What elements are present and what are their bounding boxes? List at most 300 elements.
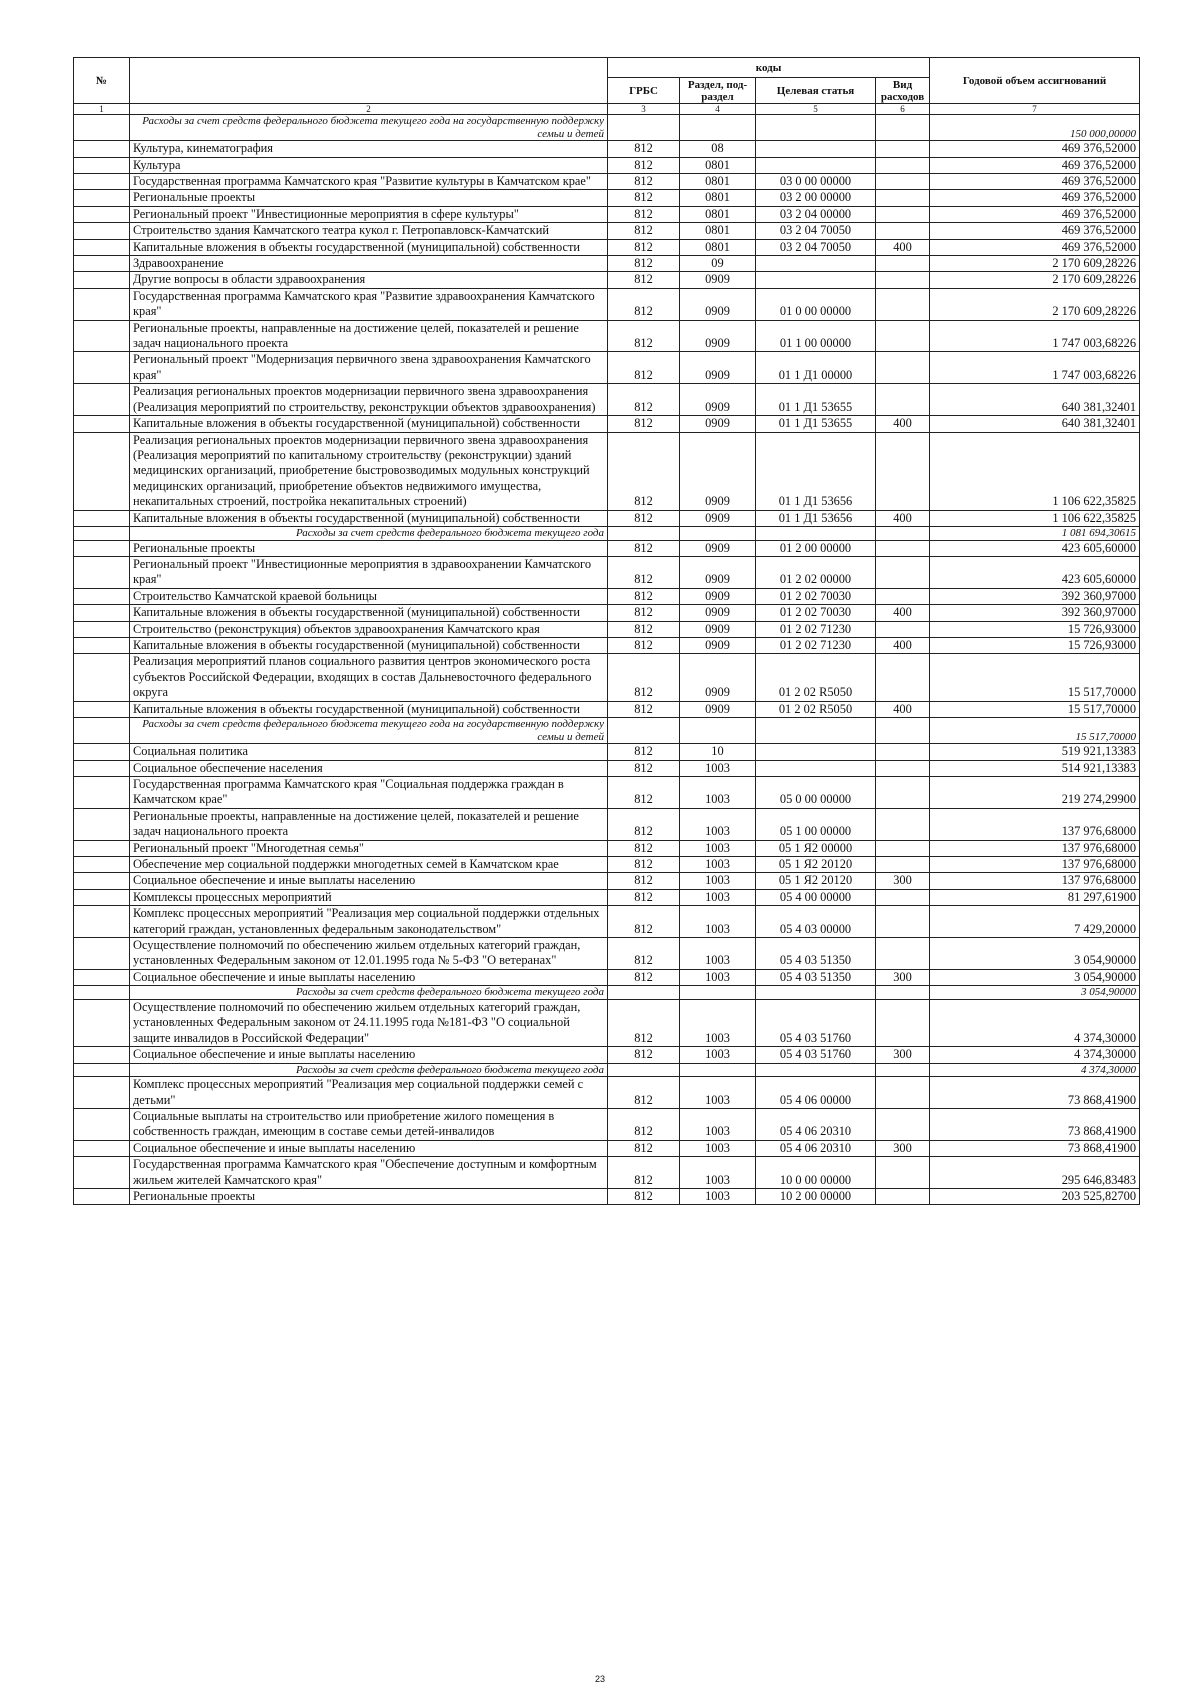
- row-grbs: 812: [608, 654, 680, 701]
- row-tsel: 05 4 03 51350: [756, 938, 876, 970]
- row-grbs: 812: [608, 906, 680, 938]
- row-vid: 300: [876, 1140, 930, 1156]
- row-razdel: 1003: [680, 857, 756, 873]
- row-tsel: 01 1 Д1 53655: [756, 384, 876, 416]
- row-number: [74, 873, 130, 889]
- row-grbs: 812: [608, 857, 680, 873]
- header-grbs: ГРБС: [608, 78, 680, 104]
- row-vid: [876, 352, 930, 384]
- row-razdel: 1003: [680, 1077, 756, 1109]
- row-name: Региональные проекты: [130, 1188, 608, 1204]
- row-tsel: [756, 526, 876, 540]
- row-vid: [876, 938, 930, 970]
- row-razdel: 0909: [680, 654, 756, 701]
- row-grbs: 812: [608, 384, 680, 416]
- row-grbs: 812: [608, 320, 680, 352]
- row-sum: 469 376,52000: [930, 206, 1140, 222]
- row-grbs: 812: [608, 174, 680, 190]
- row-name: Расходы за счет средств федерального бюджета текущего года: [130, 986, 608, 1000]
- row-number: [74, 1063, 130, 1077]
- table-row: [74, 938, 1140, 970]
- row-tsel: 01 2 02 71230: [756, 621, 876, 637]
- row-vid: [876, 621, 930, 637]
- row-number: [74, 1047, 130, 1063]
- row-grbs: 812: [608, 288, 680, 320]
- table-row: [74, 141, 1140, 157]
- col-number: 5: [756, 104, 876, 115]
- row-number: [74, 637, 130, 653]
- row-vid: [876, 432, 930, 510]
- row-sum: 137 976,68000: [930, 857, 1140, 873]
- header-razdel: Раздел, под-раздел: [680, 78, 756, 104]
- row-grbs: [608, 1063, 680, 1077]
- table-row: [74, 999, 1140, 1046]
- row-name: Региональный проект "Инвестиционные мероприятия в сфере культуры": [130, 206, 608, 222]
- row-razdel: 1003: [680, 873, 756, 889]
- table-row: [74, 986, 1140, 1000]
- table-row: [74, 190, 1140, 206]
- row-grbs: 812: [608, 999, 680, 1046]
- row-vid: [876, 540, 930, 556]
- row-razdel: 0909: [680, 621, 756, 637]
- row-grbs: 812: [608, 239, 680, 255]
- row-sum: 15 726,93000: [930, 621, 1140, 637]
- row-number: [74, 239, 130, 255]
- row-sum: 15 517,70000: [930, 718, 1140, 744]
- row-vid: [876, 256, 930, 272]
- row-vid: [876, 1188, 930, 1204]
- col-number: 3: [608, 104, 680, 115]
- row-number: [74, 777, 130, 809]
- row-tsel: [756, 141, 876, 157]
- row-razdel: 0909: [680, 288, 756, 320]
- row-number: [74, 115, 130, 141]
- row-grbs: [608, 718, 680, 744]
- row-sum: 3 054,90000: [930, 986, 1140, 1000]
- row-razdel: 0909: [680, 588, 756, 604]
- row-tsel: 05 4 06 20310: [756, 1140, 876, 1156]
- row-tsel: 01 2 02 R5050: [756, 701, 876, 717]
- row-sum: 73 868,41900: [930, 1077, 1140, 1109]
- row-sum: 519 921,13383: [930, 744, 1140, 760]
- row-number: [74, 857, 130, 873]
- row-tsel: 10 2 00 00000: [756, 1188, 876, 1204]
- row-name: Социальное обеспечение и иные выплаты населению: [130, 873, 608, 889]
- column-number-row: [74, 104, 1140, 115]
- row-grbs: 812: [608, 777, 680, 809]
- table-row: [74, 352, 1140, 384]
- row-tsel: [756, 986, 876, 1000]
- row-vid: [876, 174, 930, 190]
- row-name: Региональные проекты, направленные на достижение целей, показателей и решение задач национального проекта: [130, 320, 608, 352]
- row-sum: 1 106 622,35825: [930, 432, 1140, 510]
- row-tsel: 01 2 02 R5050: [756, 654, 876, 701]
- row-tsel: [756, 256, 876, 272]
- row-razdel: 10: [680, 744, 756, 760]
- row-vid: [876, 588, 930, 604]
- row-tsel: 03 2 04 70050: [756, 239, 876, 255]
- row-razdel: 0909: [680, 352, 756, 384]
- row-sum: 219 274,29900: [930, 777, 1140, 809]
- row-vid: [876, 115, 930, 141]
- table-row: [74, 760, 1140, 776]
- row-number: [74, 760, 130, 776]
- row-razdel: 1003: [680, 1047, 756, 1063]
- table-row: [74, 223, 1140, 239]
- row-sum: 469 376,52000: [930, 141, 1140, 157]
- table-row: [74, 432, 1140, 510]
- row-tsel: 05 4 06 00000: [756, 1077, 876, 1109]
- row-razdel: 0909: [680, 637, 756, 653]
- row-razdel: [680, 986, 756, 1000]
- row-razdel: 1003: [680, 1140, 756, 1156]
- row-name: Культура, кинематография: [130, 141, 608, 157]
- row-vid: [876, 1077, 930, 1109]
- row-vid: [876, 288, 930, 320]
- table-row: [74, 1063, 1140, 1077]
- row-name: Комплексы процессных мероприятий: [130, 889, 608, 905]
- row-tsel: 01 1 Д1 53656: [756, 432, 876, 510]
- row-grbs: 812: [608, 1157, 680, 1189]
- row-razdel: 1003: [680, 1108, 756, 1140]
- row-sum: 73 868,41900: [930, 1108, 1140, 1140]
- row-grbs: 812: [608, 141, 680, 157]
- row-number: [74, 744, 130, 760]
- row-sum: 469 376,52000: [930, 239, 1140, 255]
- row-vid: 400: [876, 701, 930, 717]
- row-razdel: 09: [680, 256, 756, 272]
- row-vid: [876, 384, 930, 416]
- row-grbs: 812: [608, 1077, 680, 1109]
- table-row: [74, 206, 1140, 222]
- row-vid: [876, 320, 930, 352]
- row-tsel: 01 2 02 00000: [756, 556, 876, 588]
- row-name: Социальное обеспечение и иные выплаты населению: [130, 1047, 608, 1063]
- row-grbs: 812: [608, 352, 680, 384]
- row-razdel: 1003: [680, 889, 756, 905]
- table-row: [74, 777, 1140, 809]
- row-name: Региональный проект "Модернизация первичного звена здравоохранения Камчатского края": [130, 352, 608, 384]
- row-number: [74, 1108, 130, 1140]
- table-row: [74, 588, 1140, 604]
- row-name: Государственная программа Камчатского края "Обеспечение доступным и комфортным жильем жителей Камчатского края": [130, 1157, 608, 1189]
- table-row: [74, 1157, 1140, 1189]
- row-name: Государственная программа Камчатского края "Социальная поддержка граждан в Камчатском крае": [130, 777, 608, 809]
- row-razdel: 0909: [680, 320, 756, 352]
- row-number: [74, 223, 130, 239]
- row-tsel: 05 4 03 51760: [756, 999, 876, 1046]
- row-name: Региональный проект "Многодетная семья": [130, 840, 608, 856]
- table-row: [74, 906, 1140, 938]
- row-razdel: 1003: [680, 906, 756, 938]
- row-vid: [876, 1108, 930, 1140]
- row-razdel: 1003: [680, 1188, 756, 1204]
- row-razdel: [680, 718, 756, 744]
- row-tsel: 05 4 03 00000: [756, 906, 876, 938]
- budget-table: [73, 57, 1140, 1205]
- table-row: [74, 174, 1140, 190]
- row-number: [74, 510, 130, 526]
- header-codes: коды: [608, 58, 930, 78]
- table-row: [74, 384, 1140, 416]
- row-sum: 15 517,70000: [930, 701, 1140, 717]
- row-razdel: 0909: [680, 432, 756, 510]
- table-row: [74, 621, 1140, 637]
- row-tsel: 03 0 00 00000: [756, 174, 876, 190]
- row-grbs: 812: [608, 605, 680, 621]
- row-grbs: 812: [608, 206, 680, 222]
- header-tsel: Целевая статья: [756, 78, 876, 104]
- header-volume: Годовой объем ассигнований: [930, 58, 1140, 104]
- row-number: [74, 174, 130, 190]
- row-number: [74, 938, 130, 970]
- row-vid: 300: [876, 1047, 930, 1063]
- row-razdel: 08: [680, 141, 756, 157]
- row-grbs: 812: [608, 840, 680, 856]
- row-vid: [876, 744, 930, 760]
- table-row: [74, 1047, 1140, 1063]
- row-grbs: 812: [608, 190, 680, 206]
- row-sum: 1 747 003,68226: [930, 320, 1140, 352]
- row-vid: [876, 1063, 930, 1077]
- row-grbs: [608, 986, 680, 1000]
- row-sum: 1 106 622,35825: [930, 510, 1140, 526]
- row-sum: 392 360,97000: [930, 605, 1140, 621]
- row-tsel: [756, 744, 876, 760]
- row-sum: 137 976,68000: [930, 808, 1140, 840]
- row-sum: 4 374,30000: [930, 1047, 1140, 1063]
- table-row: [74, 540, 1140, 556]
- row-sum: 640 381,32401: [930, 416, 1140, 432]
- row-tsel: 05 1 Я2 20120: [756, 873, 876, 889]
- row-razdel: 0909: [680, 540, 756, 556]
- row-name: Осуществление полномочий по обеспечению жильем отдельных категорий граждан, установленных Федеральным законом от 12.01.1995 года № 5-ФЗ "О ветеранах": [130, 938, 608, 970]
- row-vid: [876, 141, 930, 157]
- row-vid: [876, 223, 930, 239]
- row-razdel: 0801: [680, 223, 756, 239]
- row-grbs: 812: [608, 1047, 680, 1063]
- row-name: Социальное обеспечение и иные выплаты населению: [130, 1140, 608, 1156]
- row-name: Капитальные вложения в объекты государственной (муниципальной) собственности: [130, 637, 608, 653]
- row-grbs: 812: [608, 701, 680, 717]
- row-name: Расходы за счет средств федерального бюджета текущего года: [130, 1063, 608, 1077]
- row-sum: 2 170 609,28226: [930, 288, 1140, 320]
- row-razdel: 0801: [680, 206, 756, 222]
- row-name: Капитальные вложения в объекты государственной (муниципальной) собственности: [130, 416, 608, 432]
- row-number: [74, 352, 130, 384]
- row-razdel: 0909: [680, 272, 756, 288]
- row-vid: [876, 808, 930, 840]
- row-number: [74, 272, 130, 288]
- row-name: Региональные проекты, направленные на достижение целей, показателей и решение задач национального проекта: [130, 808, 608, 840]
- row-name: Региональный проект "Инвестиционные мероприятия в здравоохранении Камчатского края": [130, 556, 608, 588]
- row-vid: [876, 206, 930, 222]
- row-grbs: 812: [608, 1140, 680, 1156]
- table-row: [74, 272, 1140, 288]
- row-grbs: 812: [608, 416, 680, 432]
- row-sum: 469 376,52000: [930, 157, 1140, 173]
- header-vid: Вид расходов: [876, 78, 930, 104]
- row-name: Реализация мероприятий планов социального развития центров экономического роста субъектов Российской Федерации, входящих в состав Дальневосточного федерального округа: [130, 654, 608, 701]
- table-row: [74, 1188, 1140, 1204]
- row-razdel: 0909: [680, 701, 756, 717]
- row-grbs: 812: [608, 1188, 680, 1204]
- table-row: [74, 718, 1140, 744]
- row-name: Социальная политика: [130, 744, 608, 760]
- row-sum: 392 360,97000: [930, 588, 1140, 604]
- row-razdel: 0801: [680, 239, 756, 255]
- row-number: [74, 1077, 130, 1109]
- table-row: [74, 889, 1140, 905]
- table-row: [74, 701, 1140, 717]
- row-name: Социальные выплаты на строительство или приобретение жилого помещения в собственность граждан, имеющим в составе семьи детей-инвалидов: [130, 1108, 608, 1140]
- row-number: [74, 621, 130, 637]
- row-tsel: 01 2 02 71230: [756, 637, 876, 653]
- row-grbs: 812: [608, 157, 680, 173]
- row-grbs: 812: [608, 760, 680, 776]
- row-name: Расходы за счет средств федерального бюджета текущего года: [130, 526, 608, 540]
- table-row: [74, 744, 1140, 760]
- row-number: [74, 840, 130, 856]
- row-name: Осуществление полномочий по обеспечению жильем отдельных категорий граждан, установленных Федеральным законом от 24.11.1995 года №181-ФЗ "О социальной защите инвалидов в Российской Федерации": [130, 999, 608, 1046]
- row-vid: [876, 1157, 930, 1189]
- header-no: №: [74, 58, 130, 104]
- table-row: [74, 808, 1140, 840]
- row-tsel: 10 0 00 00000: [756, 1157, 876, 1189]
- row-razdel: [680, 526, 756, 540]
- row-razdel: 0801: [680, 157, 756, 173]
- row-grbs: 812: [608, 808, 680, 840]
- row-razdel: 1003: [680, 938, 756, 970]
- row-name: Реализация региональных проектов модернизации первичного звена здравоохранения (Реализация мероприятий по строительству, реконструкции объектов здравоохранения): [130, 384, 608, 416]
- row-sum: 203 525,82700: [930, 1188, 1140, 1204]
- row-grbs: 812: [608, 432, 680, 510]
- row-vid: [876, 857, 930, 873]
- row-number: [74, 526, 130, 540]
- row-razdel: 1003: [680, 777, 756, 809]
- row-razdel: 1003: [680, 969, 756, 985]
- row-name: Обеспечение мер социальной поддержки многодетных семей в Камчатском крае: [130, 857, 608, 873]
- table-header: [74, 58, 1140, 115]
- row-grbs: 812: [608, 510, 680, 526]
- table-row: [74, 239, 1140, 255]
- row-vid: [876, 906, 930, 938]
- table-row: [74, 510, 1140, 526]
- row-tsel: [756, 1063, 876, 1077]
- row-sum: 4 374,30000: [930, 1063, 1140, 1077]
- row-grbs: 812: [608, 1108, 680, 1140]
- row-tsel: 05 1 00 00000: [756, 808, 876, 840]
- row-razdel: 1003: [680, 1157, 756, 1189]
- row-sum: 81 297,61900: [930, 889, 1140, 905]
- row-name: Расходы за счет средств федерального бюджета текущего года на государственную поддержку семьи и детей: [130, 115, 608, 141]
- row-razdel: 0909: [680, 605, 756, 621]
- table-row: [74, 526, 1140, 540]
- col-number: 7: [930, 104, 1140, 115]
- row-grbs: [608, 526, 680, 540]
- row-number: [74, 190, 130, 206]
- row-vid: 400: [876, 637, 930, 653]
- row-sum: 3 054,90000: [930, 969, 1140, 985]
- row-tsel: 03 2 04 70050: [756, 223, 876, 239]
- row-vid: [876, 157, 930, 173]
- row-name: Капитальные вложения в объекты государственной (муниципальной) собственности: [130, 510, 608, 526]
- row-tsel: 01 1 00 00000: [756, 320, 876, 352]
- row-name: Строительство (реконструкция) объектов здравоохранения Камчатского края: [130, 621, 608, 637]
- row-sum: 150 000,00000: [930, 115, 1140, 141]
- row-tsel: 05 1 Я2 20120: [756, 857, 876, 873]
- row-grbs: 812: [608, 621, 680, 637]
- row-razdel: [680, 115, 756, 141]
- row-tsel: 03 2 04 00000: [756, 206, 876, 222]
- row-grbs: 812: [608, 256, 680, 272]
- row-tsel: 01 0 00 00000: [756, 288, 876, 320]
- row-name: Капитальные вложения в объекты государственной (муниципальной) собственности: [130, 605, 608, 621]
- row-name: Капитальные вложения в объекты государственной (муниципальной) собственности: [130, 239, 608, 255]
- row-number: [74, 889, 130, 905]
- table-row: [74, 873, 1140, 889]
- row-sum: 4 374,30000: [930, 999, 1140, 1046]
- table-row: [74, 157, 1140, 173]
- row-number: [74, 1140, 130, 1156]
- row-vid: [876, 777, 930, 809]
- row-grbs: 812: [608, 637, 680, 653]
- row-vid: [876, 889, 930, 905]
- table-row: [74, 288, 1140, 320]
- row-number: [74, 701, 130, 717]
- row-number: [74, 416, 130, 432]
- row-number: [74, 288, 130, 320]
- row-sum: 423 605,60000: [930, 556, 1140, 588]
- table-body: [74, 115, 1140, 1205]
- table-row: [74, 637, 1140, 653]
- row-name: Строительство здания Камчатского театра кукол г. Петропавловск-Камчатский: [130, 223, 608, 239]
- row-razdel: [680, 1063, 756, 1077]
- row-razdel: 0909: [680, 510, 756, 526]
- row-name: Региональные проекты: [130, 190, 608, 206]
- row-sum: 15 726,93000: [930, 637, 1140, 653]
- row-name: Расходы за счет средств федерального бюджета текущего года на государственную поддержку семьи и детей: [130, 718, 608, 744]
- row-vid: [876, 190, 930, 206]
- row-number: [74, 588, 130, 604]
- row-grbs: 812: [608, 556, 680, 588]
- row-number: [74, 556, 130, 588]
- table-row: [74, 969, 1140, 985]
- row-grbs: 812: [608, 272, 680, 288]
- row-vid: 400: [876, 510, 930, 526]
- row-name: Социальное обеспечение населения: [130, 760, 608, 776]
- row-sum: 1 081 694,30615: [930, 526, 1140, 540]
- row-name: Капитальные вложения в объекты государственной (муниципальной) собственности: [130, 701, 608, 717]
- row-grbs: 812: [608, 588, 680, 604]
- row-name: Региональные проекты: [130, 540, 608, 556]
- row-number: [74, 718, 130, 744]
- table-row: [74, 320, 1140, 352]
- row-tsel: 03 2 00 00000: [756, 190, 876, 206]
- row-sum: 2 170 609,28226: [930, 256, 1140, 272]
- row-sum: 469 376,52000: [930, 174, 1140, 190]
- table-row: [74, 556, 1140, 588]
- table-row: [74, 1077, 1140, 1109]
- row-razdel: 0909: [680, 384, 756, 416]
- row-grbs: 812: [608, 889, 680, 905]
- row-tsel: [756, 760, 876, 776]
- row-vid: [876, 718, 930, 744]
- row-sum: 469 376,52000: [930, 223, 1140, 239]
- row-vid: [876, 556, 930, 588]
- row-sum: 2 170 609,28226: [930, 272, 1140, 288]
- row-grbs: 812: [608, 873, 680, 889]
